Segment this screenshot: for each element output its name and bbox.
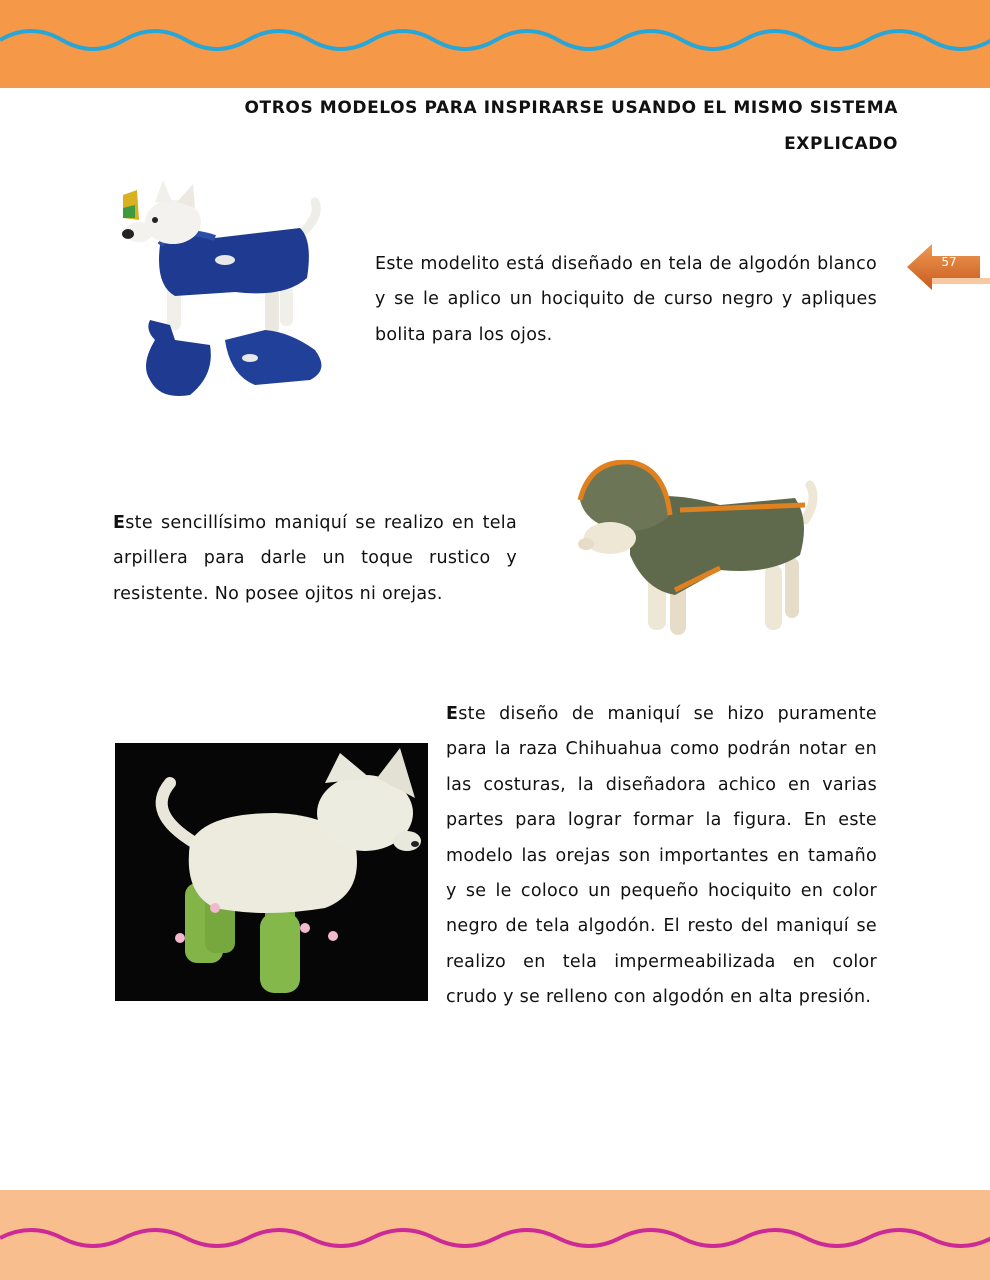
page-title [100,90,898,162]
paragraph-blue-sweater [375,247,877,353]
blue-sweater-mannequin-photo [115,180,355,410]
paragraph-lead-letter: E [446,704,459,724]
page-number: 57 [941,255,957,269]
page-title-line-2: EXPLICADO [784,134,898,154]
page-title-line-1: OTROS MODELOS PARA INSPIRARSE USANDO EL MISMO SISTEMA [244,98,898,118]
paragraph-chihuahua [446,697,877,1016]
header-wave-decoration [0,18,990,58]
paragraph-text: ste sencillísimo maniquí se realizo en tela arpillera para darle un toque rustico y resistente. No posee ojitos ni orejas. [113,513,517,604]
raincoat-mannequin-photo [570,460,820,650]
footer-wave-decoration [0,1218,990,1258]
paragraph-text: Este modelito está diseñado en tela de algodón blanco y se le aplico un hociquito de curso negro y apliques bolita para los ojos. [375,254,877,345]
paragraph-lead-letter: E [113,513,126,533]
chihuahua-mannequin-photo [115,743,428,1001]
paragraph-raincoat [113,506,517,612]
paragraph-text: ste diseño de maniquí se hizo puramente para la raza Chihuahua como podrán notar en las costuras, la diseñadora achico en varias partes para lograr formar la figura. En este modelo las orejas son importantes en tamaño y se le coloco un pequeño hociquito en color negro de tela algodón. El resto del maniquí se realizo en tela impermeabilizada en color crudo y se relleno con algodón en alta presión. [446,704,877,1008]
